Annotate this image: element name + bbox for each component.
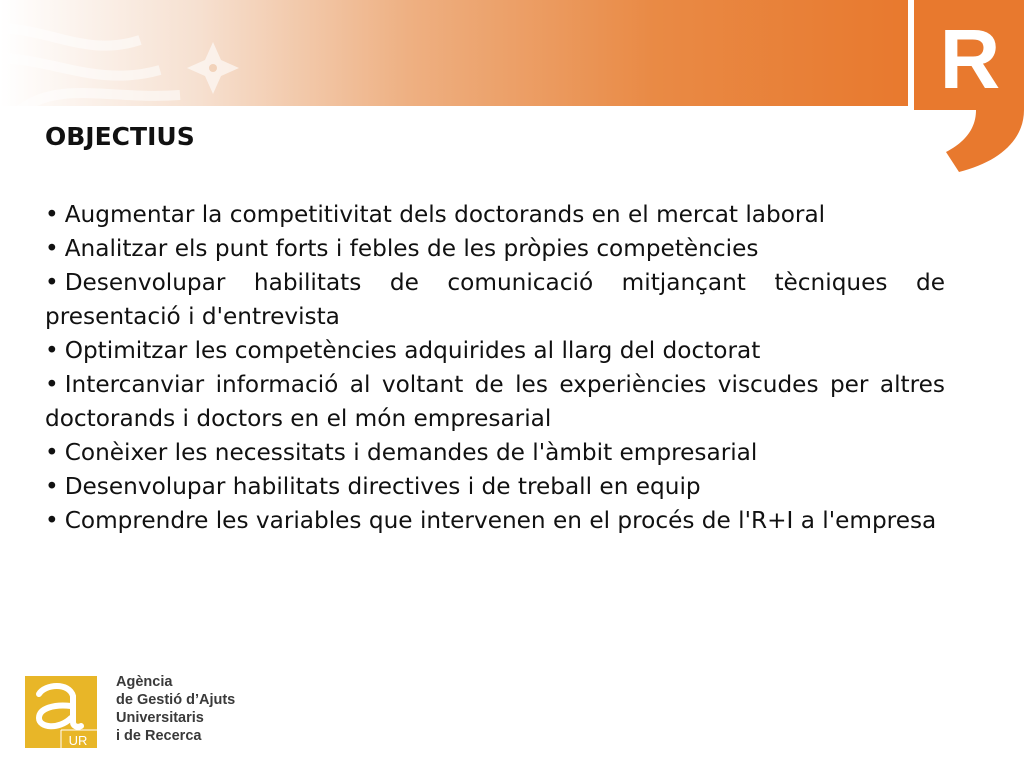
agency-logo-icon (25, 676, 97, 748)
bullet-glyph: • (45, 201, 59, 228)
agency-name-line: Agència (116, 674, 173, 690)
bullet-glyph: • (45, 473, 59, 500)
objective-item (45, 334, 945, 368)
bullet-glyph: • (45, 439, 59, 466)
r-logo-letter: R (939, 12, 1001, 106)
agency-name-line: Universitaris (116, 710, 204, 726)
bullet-glyph: • (45, 507, 59, 534)
objective-item (45, 436, 945, 470)
objective-text: Augmentar la competitivitat dels doctorands en el mercat laboral (64, 201, 826, 228)
objective-item (45, 232, 945, 266)
objective-text: Desenvolupar habilitats directives i de treball en equip (64, 473, 701, 500)
objective-text: Comprendre les variables que intervenen en el procés de l'R+I a l'empresa (64, 507, 937, 534)
objective-item (45, 198, 945, 232)
bullet-glyph: • (45, 235, 59, 262)
objective-text: Analitzar els punt forts i febles de les pròpies competències (64, 235, 759, 262)
objective-item (45, 368, 945, 436)
bullet-glyph: • (45, 269, 59, 296)
bullet-glyph: • (45, 371, 59, 398)
agency-logo-text: UR (68, 733, 88, 748)
objective-text: Conèixer les necessitats i demandes de l'àmbit empresarial (64, 439, 758, 466)
objective-item (45, 266, 945, 334)
objective-text: Desenvolupar habilitats de comunicació mitjançant tècniques de presentació i d'entrevista (45, 269, 945, 330)
objective-text: Intercanviar informació al voltant de les experiències viscudes per altres doctorands i doctors en el món empresarial (45, 371, 945, 432)
slide-title: OBJECTIUS (45, 122, 195, 151)
bullet-glyph: • (45, 337, 59, 364)
agency-name-line: de Gestió d’Ajuts (116, 692, 236, 708)
objective-text: Optimitzar les competències adquirides al llarg del doctorat (64, 337, 761, 364)
agency-name (116, 673, 235, 745)
objective-item (45, 504, 945, 538)
heraldic-ornament-icon (0, 0, 260, 106)
objective-item (45, 470, 945, 504)
slide-content (45, 118, 945, 538)
agency-name-line: i de Recerca (116, 728, 202, 744)
header-banner (0, 0, 908, 106)
